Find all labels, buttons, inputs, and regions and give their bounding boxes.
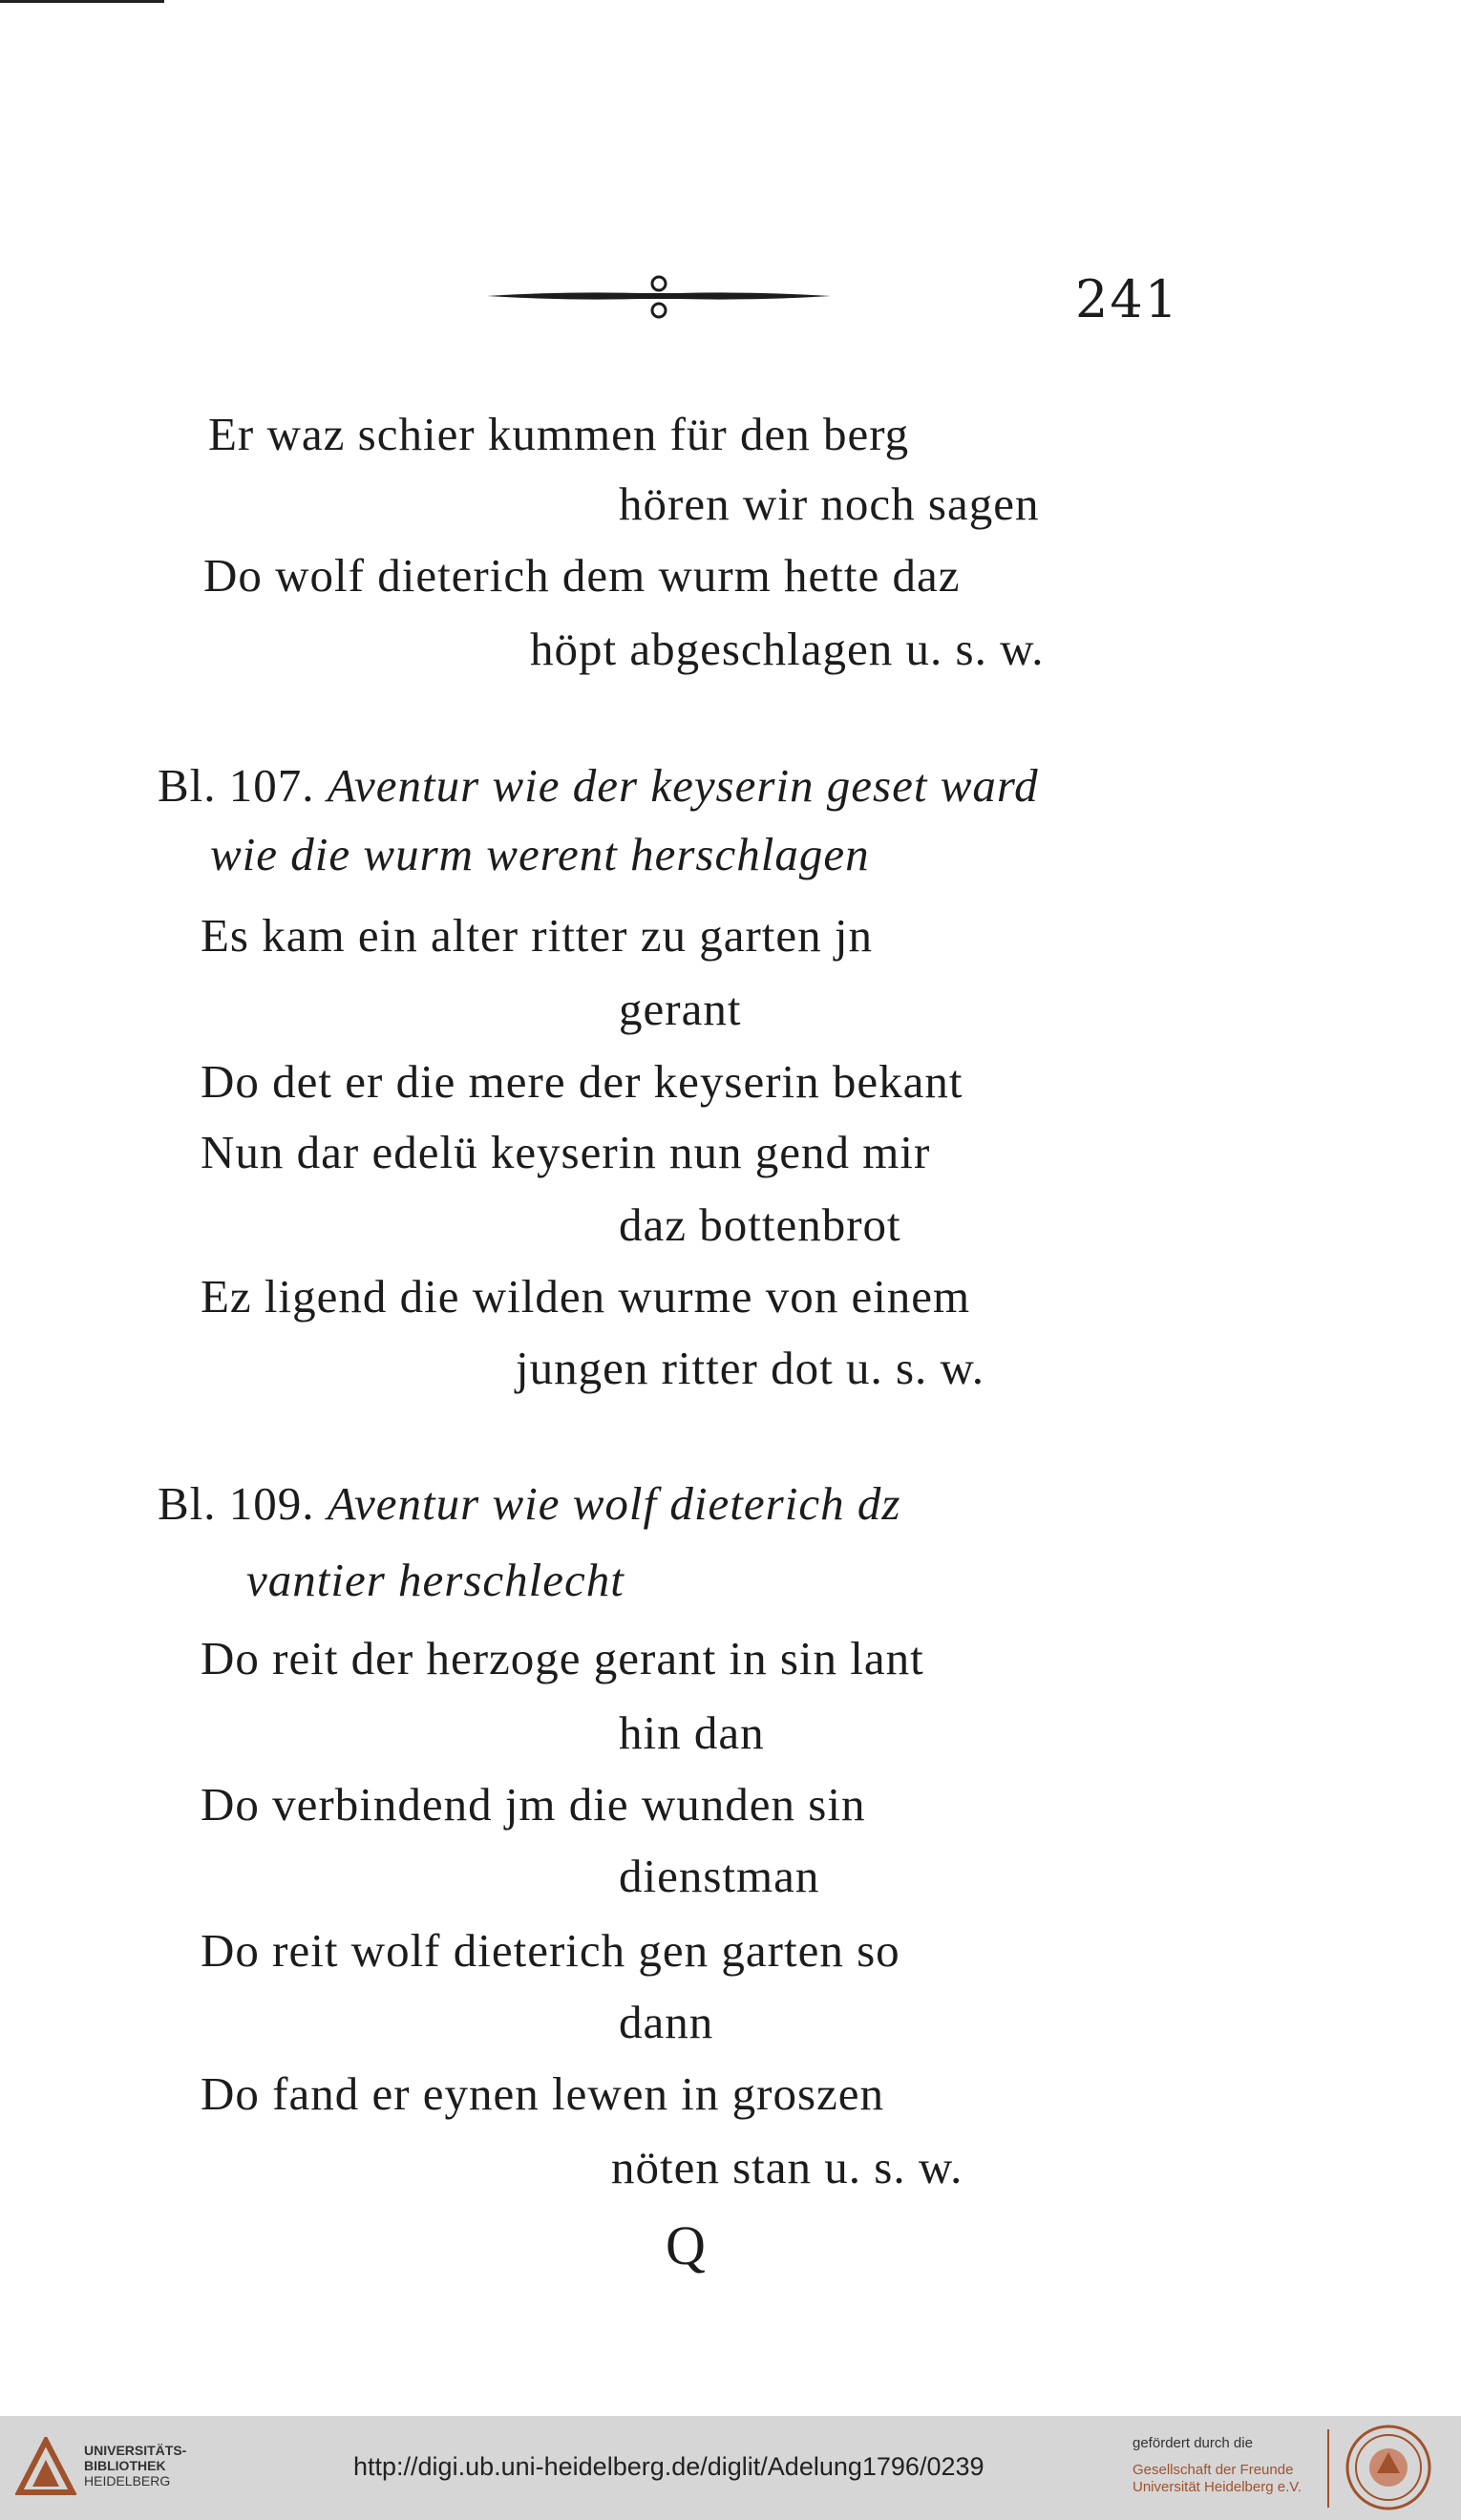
library-logo-icon [15, 2437, 76, 2498]
verse-line: Do reit wolf dieterich gen garten so [201, 1924, 900, 1977]
footer-divider [1327, 2429, 1329, 2508]
verse-line: gerant [619, 983, 742, 1035]
leaf-reference: Bl. 107. [158, 759, 315, 812]
sponsor-name [1133, 2462, 1302, 2496]
verse-line: Do verbindend jm die wunden sin [201, 1778, 866, 1831]
verse-line: hören wir noch sagen [619, 477, 1040, 530]
heading-title: Aventur wie wolf dieterich dz [327, 1477, 901, 1530]
verse-line: höpt abgeschlagen u. s. w. [530, 623, 1045, 675]
viewer-footer [0, 2416, 1461, 2520]
verse-line: dienstman [619, 1850, 820, 1902]
verse-line: Ez ligend die wilden wurme von einem [201, 1270, 971, 1323]
verse-line: dann [619, 1996, 714, 2048]
catchword: Q [666, 2214, 706, 2276]
sponsor-intro: gefördert durch die [1133, 2435, 1253, 2451]
verse-line: Do det er die mere der keyserin bekant [201, 1055, 963, 1108]
verse-line: Do fand er eynen lewen in groszen [201, 2067, 885, 2120]
section-heading [158, 1477, 901, 1530]
sponsor-name-line: Gesellschaft der Freunde [1133, 2462, 1294, 2478]
sponsor-name-line: Universität Heidelberg e.V. [1133, 2479, 1302, 2495]
verse-line: Es kam ein alter ritter zu garten jn [201, 909, 874, 962]
verse-line: jungen ritter dot u. s. w. [516, 1342, 985, 1394]
page-number: 241 [1075, 269, 1180, 329]
verse-line: Nun dar edelü keyserin nun gend mir [201, 1126, 931, 1178]
heading-title: Aventur wie der keyserin geset ward [327, 759, 1039, 812]
verse-line: Do wolf dieterich dem wurm hette daz [203, 549, 961, 602]
permalink-url[interactable]: http://digi.ub.uni-heidelberg.de/diglit/Adelung1796/0239 [353, 2452, 985, 2481]
verse-line: daz bottenbrot [619, 1198, 901, 1251]
library-name-line: HEIDELBERG [84, 2473, 171, 2488]
scan-edge-line [0, 0, 164, 3]
library-name [84, 2443, 186, 2488]
verse-line: Do reit der herzoge gerant in sin lant [201, 1632, 924, 1684]
verse-line: nöten stan u. s. w. [611, 2141, 963, 2193]
ornament-rule-icon [477, 272, 840, 329]
heading-title-continued: wie die wurm werent herschlagen [210, 828, 870, 880]
verse-line: hin dan [619, 1706, 765, 1759]
section-heading [158, 759, 1039, 812]
verse-line: Er waz schier kummen für den berg [208, 408, 910, 460]
heading-title-continued: vantier herschlecht [246, 1554, 625, 1606]
library-name-line: UNIVERSITÄTS- [84, 2443, 187, 2458]
university-seal-icon [1345, 2424, 1432, 2511]
leaf-reference: Bl. 109. [158, 1477, 315, 1530]
library-name-line: BIBLIOTHEK [84, 2458, 166, 2473]
